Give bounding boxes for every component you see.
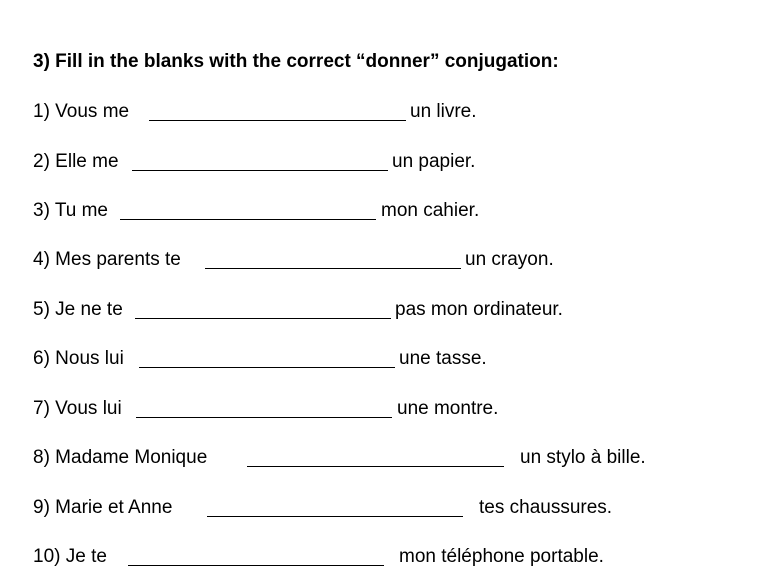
item-suffix: un crayon. [465,249,554,270]
item-suffix: un papier. [392,151,476,172]
exercise-item-8 [33,446,646,470]
exercise-item-4 [33,248,554,272]
item-suffix: pas mon ordinateur. [395,299,563,320]
answer-blank[interactable] [205,248,461,272]
item-suffix: une montre. [397,398,499,419]
answer-blank[interactable] [120,199,376,223]
exercise-item-3 [33,199,480,223]
item-prefix: 5) Je ne te [33,299,123,320]
exercise-item-10 [33,545,604,569]
exercise-item-5 [33,298,563,322]
exercise-item-9 [33,496,613,520]
item-prefix: 6) Nous lui [33,348,124,369]
answer-blank[interactable] [207,496,463,520]
item-prefix: 7) Vous lui [33,398,122,419]
item-suffix: une tasse. [399,348,487,369]
item-suffix: un livre. [410,101,477,122]
item-suffix: un stylo à bille. [520,447,646,468]
item-prefix: 10) Je te [33,546,107,567]
exercise-title: 3) Fill in the blanks with the correct “donner” conjugation: [33,51,559,72]
item-suffix: tes chaussures. [479,497,613,518]
item-prefix: 1) Vous me [33,101,130,122]
item-prefix: 4) Mes parents te [33,249,181,270]
answer-blank[interactable] [128,545,384,569]
item-prefix: 2) Elle me [33,151,119,172]
exercise-item-6 [33,347,487,371]
answer-blank[interactable] [149,100,406,124]
item-prefix: 9) Marie et Anne [33,497,173,518]
item-suffix: mon téléphone portable. [399,546,604,567]
answer-blank[interactable] [136,397,392,421]
exercise-item-1 [33,100,477,124]
answer-blank[interactable] [135,298,391,322]
answer-blank[interactable] [247,446,504,470]
exercise-item-7 [33,397,499,421]
answer-blank[interactable] [132,150,388,174]
exercise-item-2 [33,150,476,174]
item-suffix: mon cahier. [381,200,480,221]
answer-blank[interactable] [139,347,395,371]
item-prefix: 8) Madame Monique [33,447,208,468]
item-prefix: 3) Tu me [33,200,108,221]
